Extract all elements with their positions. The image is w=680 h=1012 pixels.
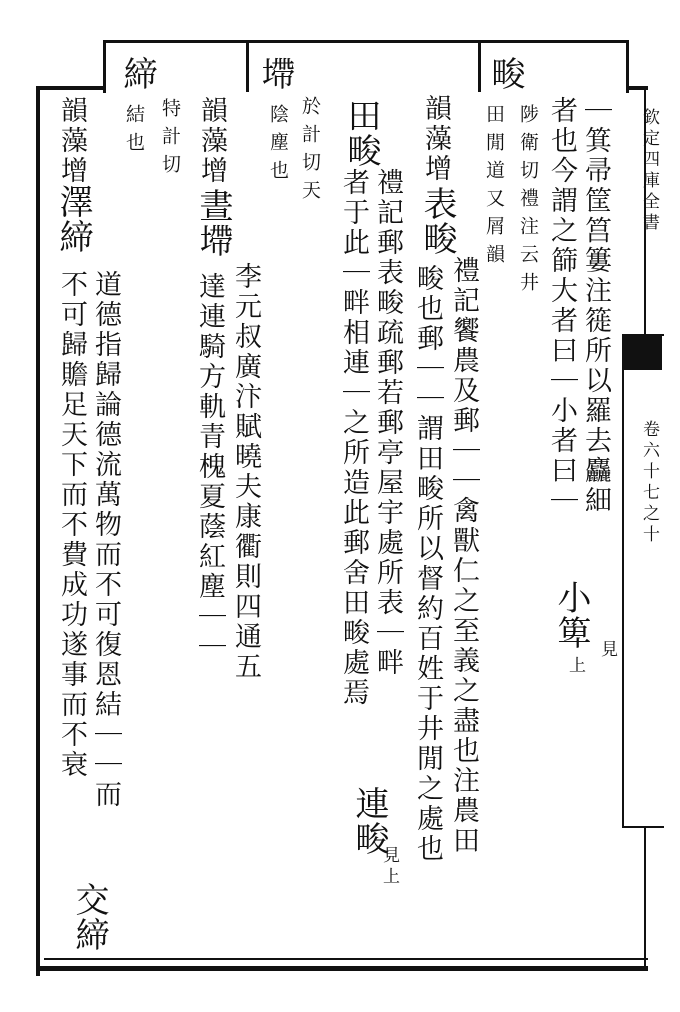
cross-reference-note: 見上: [379, 846, 399, 888]
headword-gloss: 田閒道又屑韻: [483, 104, 505, 272]
source-label: 韻藻增: [56, 96, 87, 186]
headword-gloss: 結也: [123, 104, 145, 160]
cross-reference-word: 連畯: [349, 786, 389, 856]
headword-gloss: 陰塵也: [267, 104, 289, 188]
entry-text: 達連騎方軌青槐夏蔭紅塵｜｜: [194, 272, 225, 662]
volume-label: 卷六十七之十: [639, 420, 659, 546]
entry-heading: 澤締: [53, 184, 93, 254]
side-margin-box: [622, 334, 664, 828]
entry-text: 不可歸贍足天下而不費成功遂事而不衰: [56, 270, 87, 780]
frame-bottom-rule-inner: [44, 958, 648, 960]
headword: 畯: [485, 56, 525, 91]
headword-tab-box: [103, 40, 629, 93]
entry-text: 道德指歸論德流萬物而不可復恩結｜｜而: [90, 270, 121, 810]
headword-reading: 陟衛切禮注云井: [517, 104, 539, 300]
book-title: 欽定四庫全書: [639, 108, 659, 234]
tab-divider: [478, 40, 481, 92]
frame-left-rule: [36, 86, 40, 976]
compound-note: 上: [565, 656, 585, 677]
headword-reading: 於計切天: [299, 96, 321, 208]
entry-heading: 表畯: [417, 186, 457, 256]
continuation-note: 見: [597, 640, 617, 661]
continuation-line: 者也今謂之篩大者曰｜小者曰｜: [546, 96, 577, 516]
entry-text: 李元叔廣汴賦曉夫康衢則四通五: [230, 262, 261, 682]
compound-word: 小箄: [551, 580, 591, 650]
source-label: 韻藻增: [196, 96, 227, 186]
cross-reference-word: 交締: [69, 882, 109, 952]
source-label: 韻藻增: [420, 94, 451, 184]
entry-heading: 田畯: [341, 98, 381, 168]
continuation-line: ｜箕帚筐筥簍注簁所以羅去麤細: [580, 96, 611, 516]
headword: 締: [117, 56, 157, 91]
entry-text: 禮記饗農及郵｜｜禽獸仁之至義之盡也注農田: [448, 256, 479, 856]
entry-text: 畯也郵｜｜謂田畯所以督約百姓于井閒之處也: [412, 264, 443, 864]
entry-heading: 晝墆: [193, 188, 233, 258]
tab-divider: [246, 40, 249, 92]
headword-reading: 特計切: [159, 98, 181, 182]
fish-tail-mark: [622, 334, 662, 370]
entry-text: 禮記郵表畯疏郵若郵亭屋宇處所表｜畔: [372, 168, 403, 678]
entry-text: 者于此｜畔相連｜之所造此郵舍田畯處焉: [338, 168, 369, 708]
frame-bottom-rule: [36, 966, 648, 971]
headword: 墆: [255, 56, 295, 91]
